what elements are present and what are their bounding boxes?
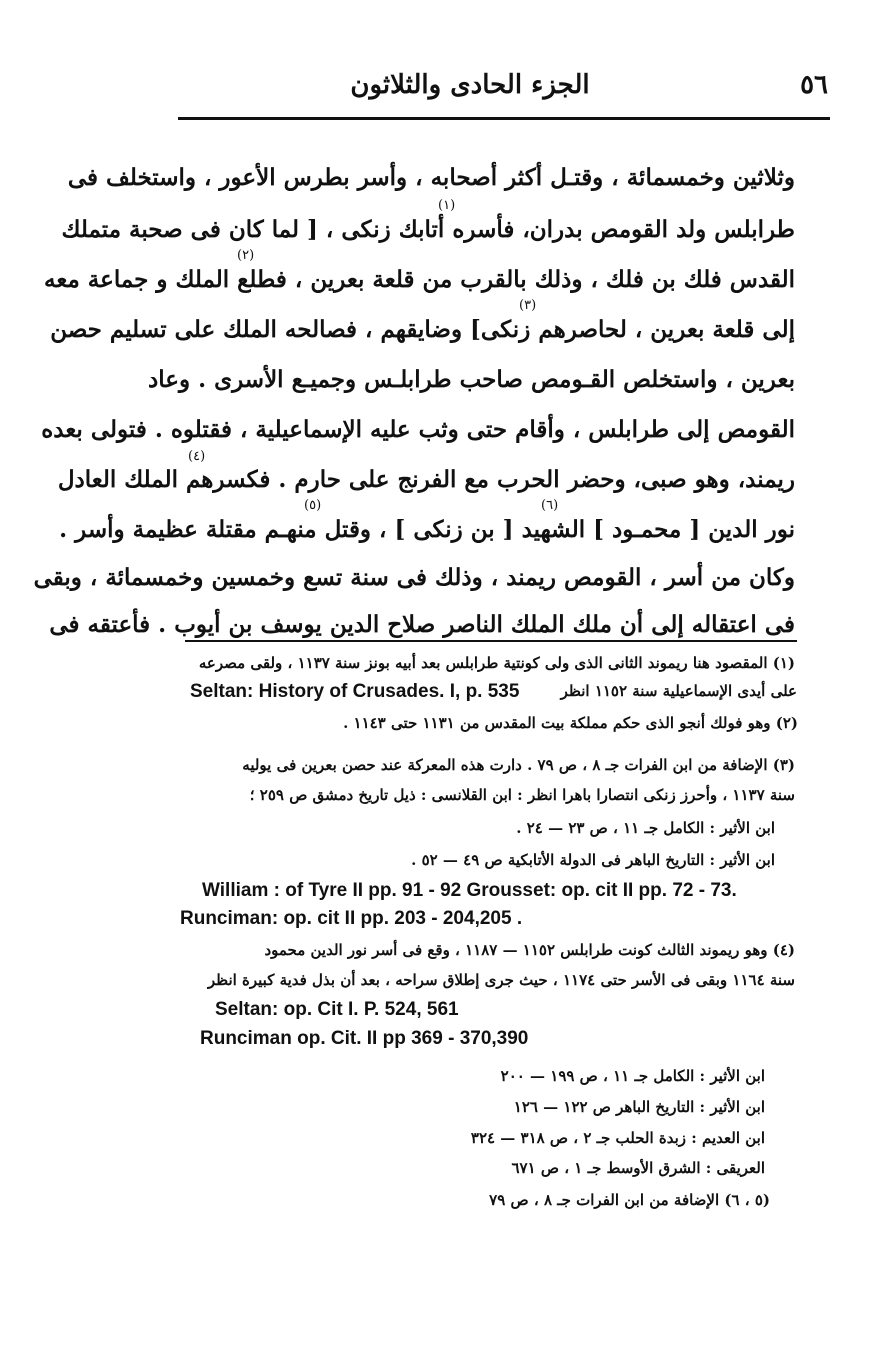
footnote-3-line-2: سنة ١١٣٧ ، وأحرز زنكى انتصارا باهرا انظر : ابن القلانسى : ذيل تاريخ دمشق ص ٢٥٩ ؛	[249, 786, 795, 804]
footnote-5-6: (٥ ، ٦) الإضافة من ابن الفرات جـ ٨ ، ص ٧٩	[489, 1191, 770, 1209]
running-header-title: الجزء الحادى والثلاثون	[350, 70, 590, 100]
footnote-ref-2: (٢)	[237, 248, 255, 263]
body-line-2: طرابلس ولد القومص بدران، فأسره أتابك زنكى ، [ لما كان فى صحبة متملك	[61, 216, 795, 243]
body-line-3: القدس فلك بن فلك ، وذلك بالقرب من قلعة بعرين ، فطلع الملك و جماعة معه	[44, 266, 795, 293]
footnote-ref-4: (٤)	[188, 449, 206, 464]
footnote-3-line-1: (٣) الإضافة من ابن الفرات جـ ٨ ، ص ٧٩ . دارت هذه المعركة عند حصن بعرين فى يوليه	[242, 756, 795, 774]
footnote-ref-3: (٣)	[519, 298, 537, 313]
page-number: ٥٦	[800, 70, 828, 100]
footnote-2: (٢) وهو فولك أنجو الذى حكم مملكة بيت المقدس من ١١٣١ حتى ١١٤٣ .	[343, 714, 798, 732]
body-line-10: فى اعتقاله إلى أن ملك الملك الناصر صلاح الدين يوسف بن أيوب . فأعتقه فى	[49, 611, 795, 638]
footnote-4-source-2: ابن الأثير : التاريخ الباهر ص ١٢٢ — ١٢٦	[513, 1098, 765, 1116]
footnote-1-line-1: (١) المقصود هنا ريموند الثانى الذى ولى كونتية طرابلس بعد أبيه بونز سنة ١١٣٧ ، ولقى مصرعه	[198, 654, 795, 672]
footnote-1-line-2: على أيدى الإسماعيلية سنة ١١٥٢ انظر	[560, 682, 797, 700]
footnote-4-english-2: Runciman op. Cit. II pp 369 - 370,390	[200, 1028, 529, 1049]
footnote-3-line-3: ابن الأثير : الكامل جـ ١١ ، ص ٢٣ — ٢٤ .	[516, 819, 775, 837]
body-line-9: وكان من أسر ، القومص ريمند ، وذلك فى سنة تسع وخمسين وخمسمائة ، وبقى	[33, 564, 795, 591]
body-line-7: ريمند، وهو صبى، وحضر الحرب مع الفرنج على حارم . فكسرهم الملك العادل	[57, 466, 795, 493]
body-line-4: إلى قلعة بعرين ، لحاصرهم زنكى] وضايقهم ، فصالحه الملك على تسليم حصن	[50, 316, 795, 343]
footnote-3-english-1: William : of Tyre II pp. 91 - 92 Grousset: op. cit II pp. 72 - 73.	[202, 880, 737, 901]
footnote-1-english-ref: Seltan: History of Crusades. I, p. 535	[190, 681, 520, 702]
footnote-4-line-2: سنة ١١٦٤ وبقى فى الأسر حتى ١١٧٤ ، حيث جرى إطلاق سراحه ، بعد أن بذل فدية كبيرة انظر	[207, 971, 795, 989]
footnote-3-line-4: ابن الأثير : التاريخ الباهر فى الدولة الأتابكية ص ٤٩ — ٥٢ .	[411, 851, 775, 869]
footnote-4-english-1: Seltan: op. Cit I. P. 524, 561	[215, 999, 459, 1020]
body-line-6: القومص إلى طرابلس ، وأقام حتى وثب عليه الإسماعيلية ، فقتلوه . فتولى بعده	[41, 416, 795, 443]
body-line-1: وثلاثين وخمسمائة ، وقتـل أكثر أصحابه ، وأسر بطرس الأعور ، واستخلف فى	[67, 164, 795, 191]
footnote-4-source-1: ابن الأثير : الكامل جـ ١١ ، ص ١٩٩ — ٢٠٠	[500, 1067, 765, 1085]
header-rule	[178, 117, 830, 120]
footnote-separator	[185, 640, 797, 642]
footnote-3-english-2: Runciman: op. cit II pp. 203 - 204,205 .	[180, 908, 523, 929]
footnote-4-source-3: ابن العديم : زبدة الحلب جـ ٢ ، ص ٣١٨ — ٣٢٤	[470, 1129, 765, 1147]
footnote-4-source-4: العريقى : الشرق الأوسط جـ ١ ، ص ٦٧١	[511, 1159, 765, 1177]
body-line-5: بعرين ، واستخلص القـومص صاحب طرابلـس وجميـع الأسرى . وعاد	[148, 366, 795, 393]
footnote-ref-6: (٦)	[541, 498, 559, 513]
footnote-4-line-1: (٤) وهو ريموند الثالث كونت طرابلس ١١٥٢ — ١١٨٧ ، وقع فى أسر نور الدين محمود	[264, 941, 795, 959]
footnote-ref-5: (٥)	[304, 498, 322, 513]
footnote-ref-1: (١)	[438, 198, 456, 213]
body-line-8: نور الدين [ محمـود ] الشهيد [ بن زنكى ] ، وقتل منهـم مقتلة عظيمة وأسر .	[59, 516, 795, 543]
